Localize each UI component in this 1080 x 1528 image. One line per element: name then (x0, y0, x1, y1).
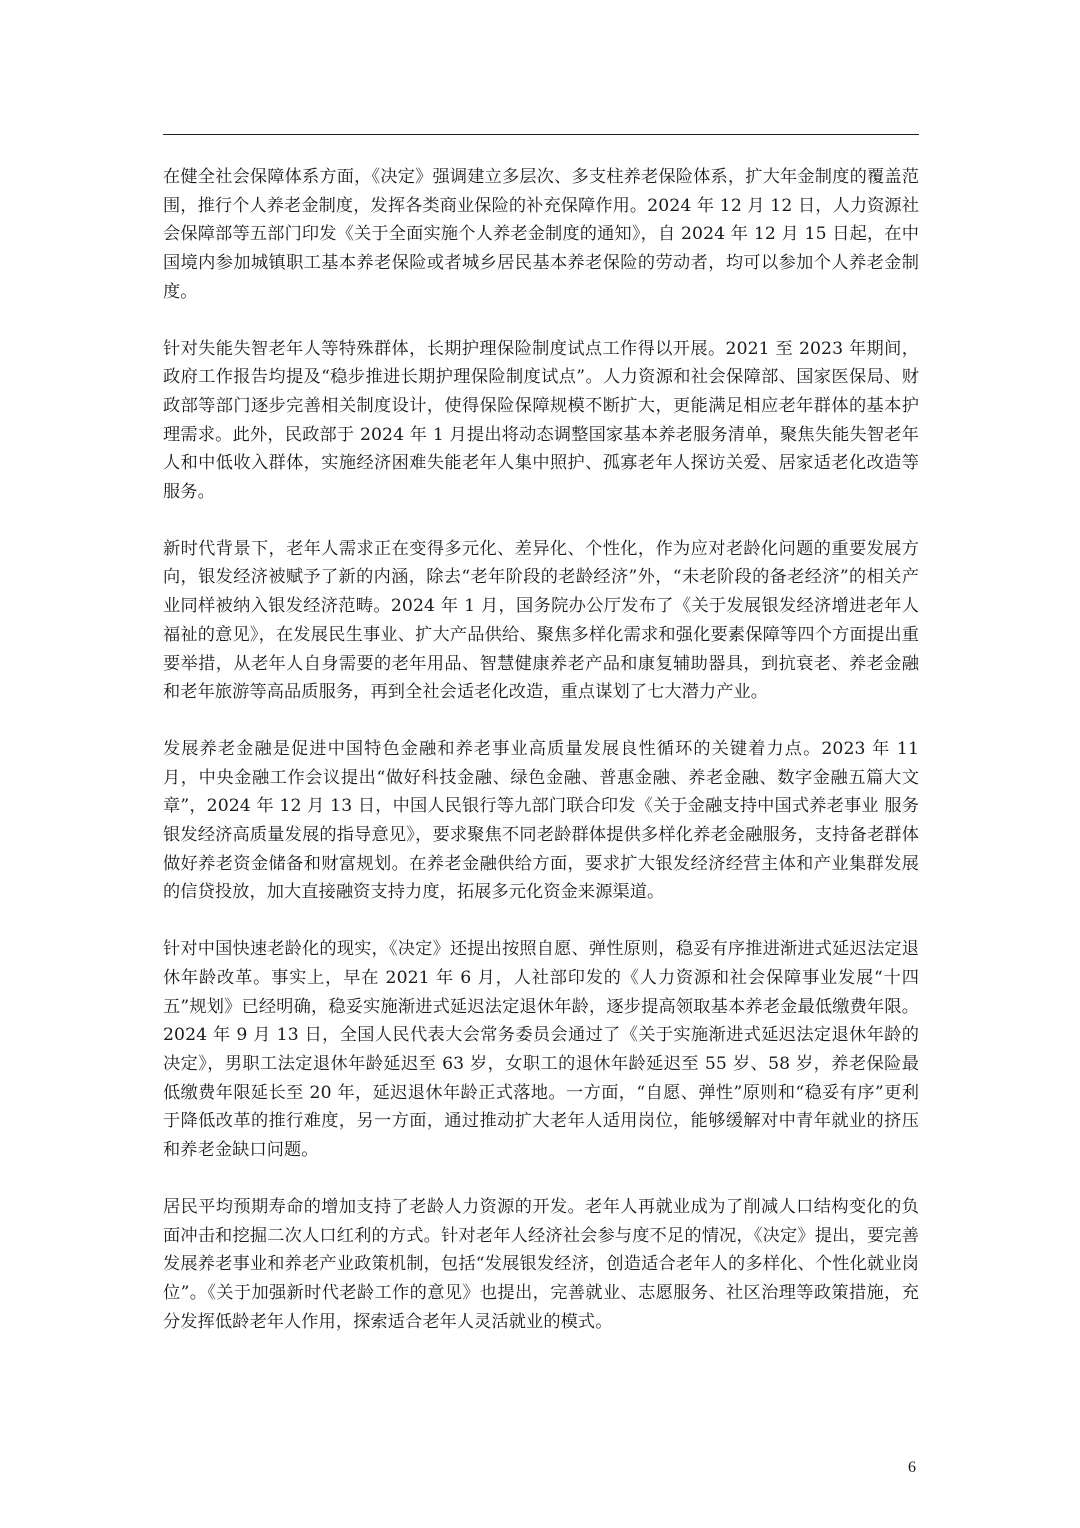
paragraph-pension-finance: 发展养老金融是促进中国特色金融和养老事业高质量发展良性循环的关键着力点。2023 年 11 月，中央金融工作会议提出“做好科技金融、绿色金融、普惠金融、养老金融、数字金融五篇大文章”，2024 年 12 月 13 日，中国人民银行等九部门联合印发《关于金融支持中国式养老事业 服务银发经济高质量发展的指导意见》，要求聚焦不同老龄群体提供多样化养老金融服务，支持备老群体做好养老资金储备和财富规划。在养老金融供给方面，要求扩大银发经济经营主体和产业集群发展的信贷投放，加大直接融资支持力度，拓展多元化资金来源渠道。 (163, 738, 919, 903)
paragraph-retirement-age: 针对中国快速老龄化的现实，《决定》还提出按照自愿、弹性原则，稳妥有序推进渐进式延迟法定退休年龄改革。事实上，早在 2021 年 6 月，人社部印发的《人力资源和社会保障事业发展“十四五”规划》已经明确，稳妥实施渐进式延迟法定退休年龄，逐步提高领取基本养老金最低缴费年限。2024 年 9 月 13 日，全国人民代表大会常务委员会通过了《关于实施渐进式延迟法定退休年龄的决定》，男职工法定退休年龄延迟至 63 岁，女职工的退休年龄延迟至 55 岁、58 岁，养老保险最低缴费年限延长至 20 年，延迟退休年龄正式落地。一方面，“自愿、弹性”原则和“稳妥有序”更利于降低改革的推行难度，另一方面，通过推动扩大老年人适用岗位，能够缓解对中青年就业的挤压和养老金缺口问题。 (163, 939, 919, 1161)
paragraph-elderly-employment: 居民平均预期寿命的增加支持了老龄人力资源的开发。老年人再就业成为了削减人口结构变化的负面冲击和挖掘二次人口红利的方式。针对老年人经济社会参与度不足的情况，《决定》提出，要完善发展养老事业和养老产业政策机制，包括“发展银发经济，创造适合老年人的多样化、个性化就业岗位”。《关于加强新时代老龄工作的意见》也提出，完善就业、志愿服务、社区治理等政策措施，充分发挥低龄老年人作用，探索适合老年人灵活就业的模式。 (163, 1196, 919, 1332)
paragraph-long-term-care: 针对失能失智老年人等特殊群体，长期护理保险制度试点工作得以开展。2021 至 2023 年期间，政府工作报告均提及“稳步推进长期护理保险制度试点”。人力资源和社会保障部、国家医保局、财政部等部门逐步完善相关制度设计，使得保险保障规模不断扩大，更能满足相应老年群体的基本护理需求。此外，民政部于 2024 年 1 月提出将动态调整国家基本养老服务清单，聚焦失能失智老年人和中低收入群体，实施经济困难失能老年人集中照护、孤寡老年人探访关爱、居家适老化改造等服务。 (163, 338, 919, 503)
paragraph-social-security: 在健全社会保障体系方面，《决定》强调建立多层次、多支柱养老保险体系，扩大年金制度的覆盖范围，推行个人养老金制度，发挥各类商业保险的补充保障作用。2024 年 12 月 12 日，人力资源社会保障部等五部门印发《关于全面实施个人养老金制度的通知》，自 2024 年 12 月 15 日起，在中国境内参加城镇职工基本养老保险或者城乡居民基本养老保险的劳动者，均可以参加个人养老金制度。 (163, 167, 919, 302)
body-text (163, 163, 919, 1364)
header-rule (163, 134, 919, 135)
page-number: 6 (908, 1459, 916, 1476)
paragraph-silver-economy: 新时代背景下，老年人需求正在变得多元化、差异化、个性化，作为应对老龄化问题的重要发展方向，银发经济被赋予了新的内涵，除去“老年阶段的老龄经济”外，“未老阶段的备老经济”的相关产业同样被纳入银发经济范畴。2024 年 1 月，国务院办公厅发布了《关于发展银发经济增进老年人福祉的意见》，在发展民生事业、扩大产品供给、聚焦多样化需求和强化要素保障等四个方面提出重要举措，从老年人自身需要的老年用品、智慧健康养老产品和康复辅助器具，到抗衰老、养老金融和老年旅游等高品质服务，再到全社会适老化改造，重点谋划了七大潜力产业。 (163, 538, 919, 703)
